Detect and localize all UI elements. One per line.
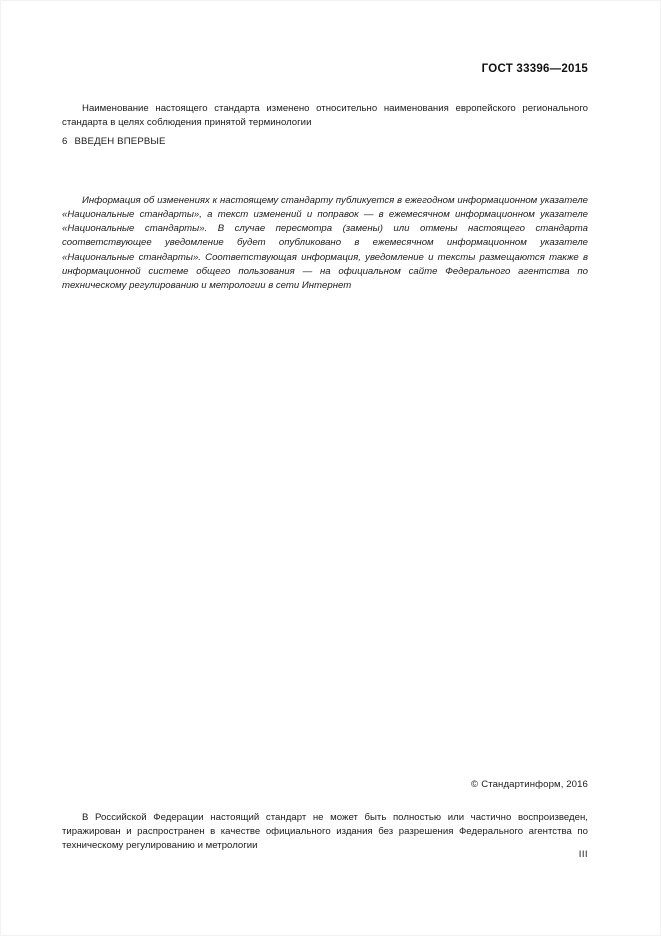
- title-change-note-text: Наименование настоящего стандарта изменено относительно наименования европейского регионального стандарта в целях соблюдения принятой терминологии: [62, 102, 588, 128]
- reproduction-notice: [62, 811, 588, 853]
- copyright-holder-text: Стандартинформ, 2016: [481, 779, 588, 790]
- copyright-line: [62, 778, 588, 792]
- copyright-icon: ©: [471, 779, 479, 790]
- clause-number: 6: [62, 136, 68, 147]
- amendments-information-block: [62, 194, 588, 294]
- reproduction-notice-text: В Российской Федерации настоящий стандарт не может быть полностью или частично воспроизведен, тиражирован и распространен в качестве официального издания без разрешения Федерального агентства по техническому регулированию и метрологии: [62, 811, 588, 851]
- title-change-note: [62, 102, 588, 130]
- clause-text: ВВЕДЕН ВПЕРВЫЕ: [74, 136, 166, 147]
- page-number: III: [578, 849, 588, 860]
- running-header-standard-number: ГОСТ 33396—2015: [481, 63, 588, 75]
- amendments-information-text: Информация об изменениях к настоящему стандарту публикуется в ежегодном информационном указателе «Национальные стандарты», а текст изменений и поправок — в ежемесячном информационном указателе «Национальные стандарты». В случае пересмотра (замены) или отмены настоящего стандарта соответствующее уведомление будет опубликовано в ежемесячном информационном указателе «Национальные стандарты». Соответствующая информация, уведомление и тексты размещаются также в информационной системе общего пользования — на официальном сайте Федерального агентства по техническому регулированию и метрологии в сети Интернет: [62, 194, 588, 292]
- clause-6-introduced-first-time: [62, 135, 166, 149]
